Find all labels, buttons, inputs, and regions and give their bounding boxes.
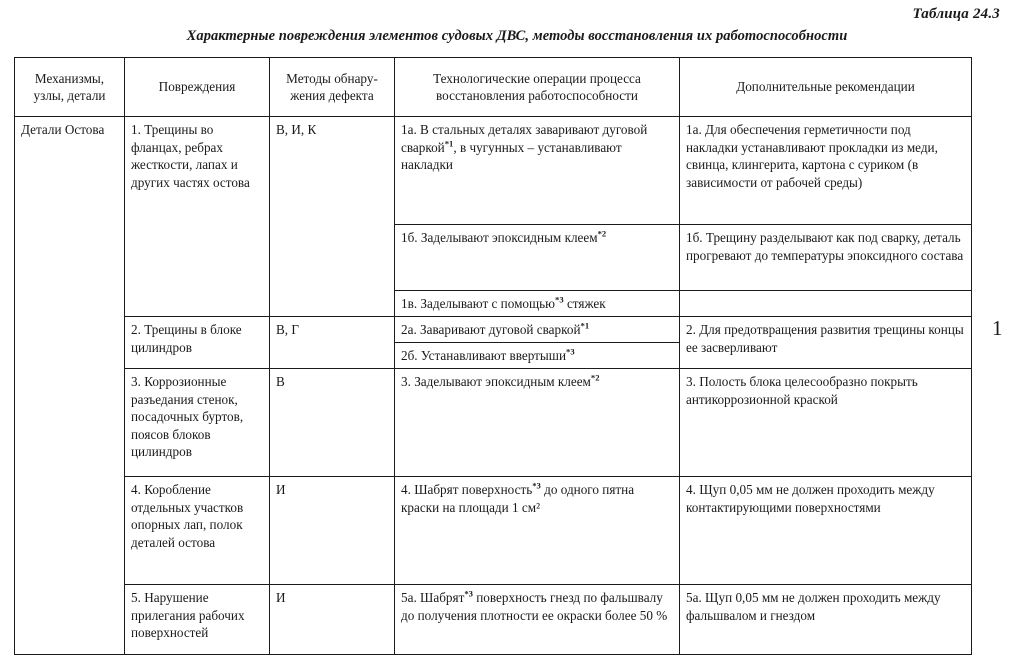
table-row [15,585,972,655]
cell-recommendation-5a: 5а. Щуп 0,05 мм не должен проходить между фальшвалом и гнездом [680,585,972,655]
cell-method-1: В, И, К [270,117,395,317]
cell-operation-2a [395,317,680,343]
damage-table [14,57,972,655]
damage-table-container [14,57,971,655]
operation-text-post: , в чугунных – устанавливают накладки [401,139,622,173]
cell-recommendation-4: 4. Щуп 0,05 мм не должен проходить между контактирующими поверхностями [680,477,972,585]
cell-operation-3 [395,369,680,477]
table-header [15,58,972,117]
table-number-caption: Таблица 24.3 [912,6,1000,22]
header-cell-mechanisms [15,58,125,117]
header-line-2: восстановления работоспособности [436,88,638,103]
footnote-marker: *3 [566,346,575,357]
footnote-marker: *3 [464,588,473,599]
header-row [15,58,972,117]
table-row [15,477,972,585]
operation-text-post: поверхность гнезд по фальшвалу до получения плотности ее окраски более 50 % [401,590,668,623]
cell-recommendation-1a: 1а. Для обеспечения герметичности под накладки устанавливают прокладки из меди, свинца, клингерита, картона с суриком (в зависимости от рабочей среды) [680,117,972,225]
footnote-marker: *2 [590,372,600,383]
table-row [15,117,972,225]
header-line-2: жения дефекта [290,88,374,103]
operation-text-post: до одного пятна краски на площади 1 см² [401,482,635,515]
operation-text-pre: 5а. Шабрят [401,590,465,605]
cell-damage-5: 5. Нарушение прилегания рабочих поверхностей [125,585,270,655]
table-row [15,369,972,477]
header-line-1: Методы обнару- [286,70,378,86]
operation-text-pre: 3. Заделывают эпоксидным клеем [401,374,591,389]
footnote-marker: *3 [555,294,564,305]
cell-method-2: В, Г [270,317,395,369]
operation-text-pre: 4. Шабрят поверхность [401,482,533,497]
page-title: Характерные повреждения элементов судовых ДВС, методы восстановления их работоспособности [186,28,848,44]
cell-operation-1v [395,291,680,317]
cell-mechanism-group: Детали Остова [15,117,125,655]
operation-text-pre: 1а. В стальных деталях заваривают дуговой сваркой [401,122,648,155]
cell-damage-4: 4. Коробление отдельных участков опорных лап, полок деталей остова [125,477,270,585]
cell-recommendation-1v [680,291,972,317]
header-cell-damages: Повреждения [125,58,270,117]
operation-text-post: стяжек [563,296,606,311]
cell-damage-3: 3. Коррозионные разъедания стенок, посадочных буртов, поясов блоков цилиндров [125,369,270,477]
cell-operation-4 [395,477,680,585]
cell-damage-2: 2. Трещины в блоке цилиндров [125,317,270,369]
header-line-1: Механизмы, [34,70,105,86]
header-cell-detection-methods [270,58,395,117]
cell-method-5: И [270,585,395,655]
cell-operation-1a [395,117,680,225]
cell-operation-2b [395,343,680,369]
header-cell-recommendations: Дополнительные рекомендации [680,58,972,117]
cell-recommendation-3: 3. Полость блока целесообразно покрыть антикоррозионной краской [680,369,972,477]
table-row [15,317,972,343]
header-line-1: Технологические операции процесса [433,70,641,86]
operation-text-pre: 1в. Заделывают с помощью [401,296,556,311]
cell-method-4: И [270,477,395,585]
footnote-marker: *1 [580,320,590,331]
footnote-marker: *1 [444,138,454,149]
operation-text-pre: 1б. Заделывают эпоксидным клеем [401,230,598,245]
page-number: 1 [992,316,1003,340]
cell-damage-1: 1. Трещины во фланцах, ребрах жесткости, лапах и других частях остова [125,117,270,317]
cell-operation-5a [395,585,680,655]
operation-text-pre: 2б. Устанавливают ввертыши [401,348,567,363]
footnote-marker: *2 [597,228,607,239]
cell-operation-1b [395,225,680,291]
cell-recommendation-2: 2. Для предотвращения развития трещины концы ее засверливают [680,317,972,369]
operation-text-pre: 2а. Заваривают дуговой сваркой [401,322,581,337]
cell-recommendation-1b: 1б. Трещину разделывают как под сварку, деталь прогревают до температуры эпоксидного состава [680,225,972,291]
header-cell-tech-operations [395,58,680,117]
table-body [15,117,972,655]
footnote-marker: *3 [532,480,541,491]
header-line-2: узлы, детали [33,88,106,103]
cell-method-3: В [270,369,395,477]
